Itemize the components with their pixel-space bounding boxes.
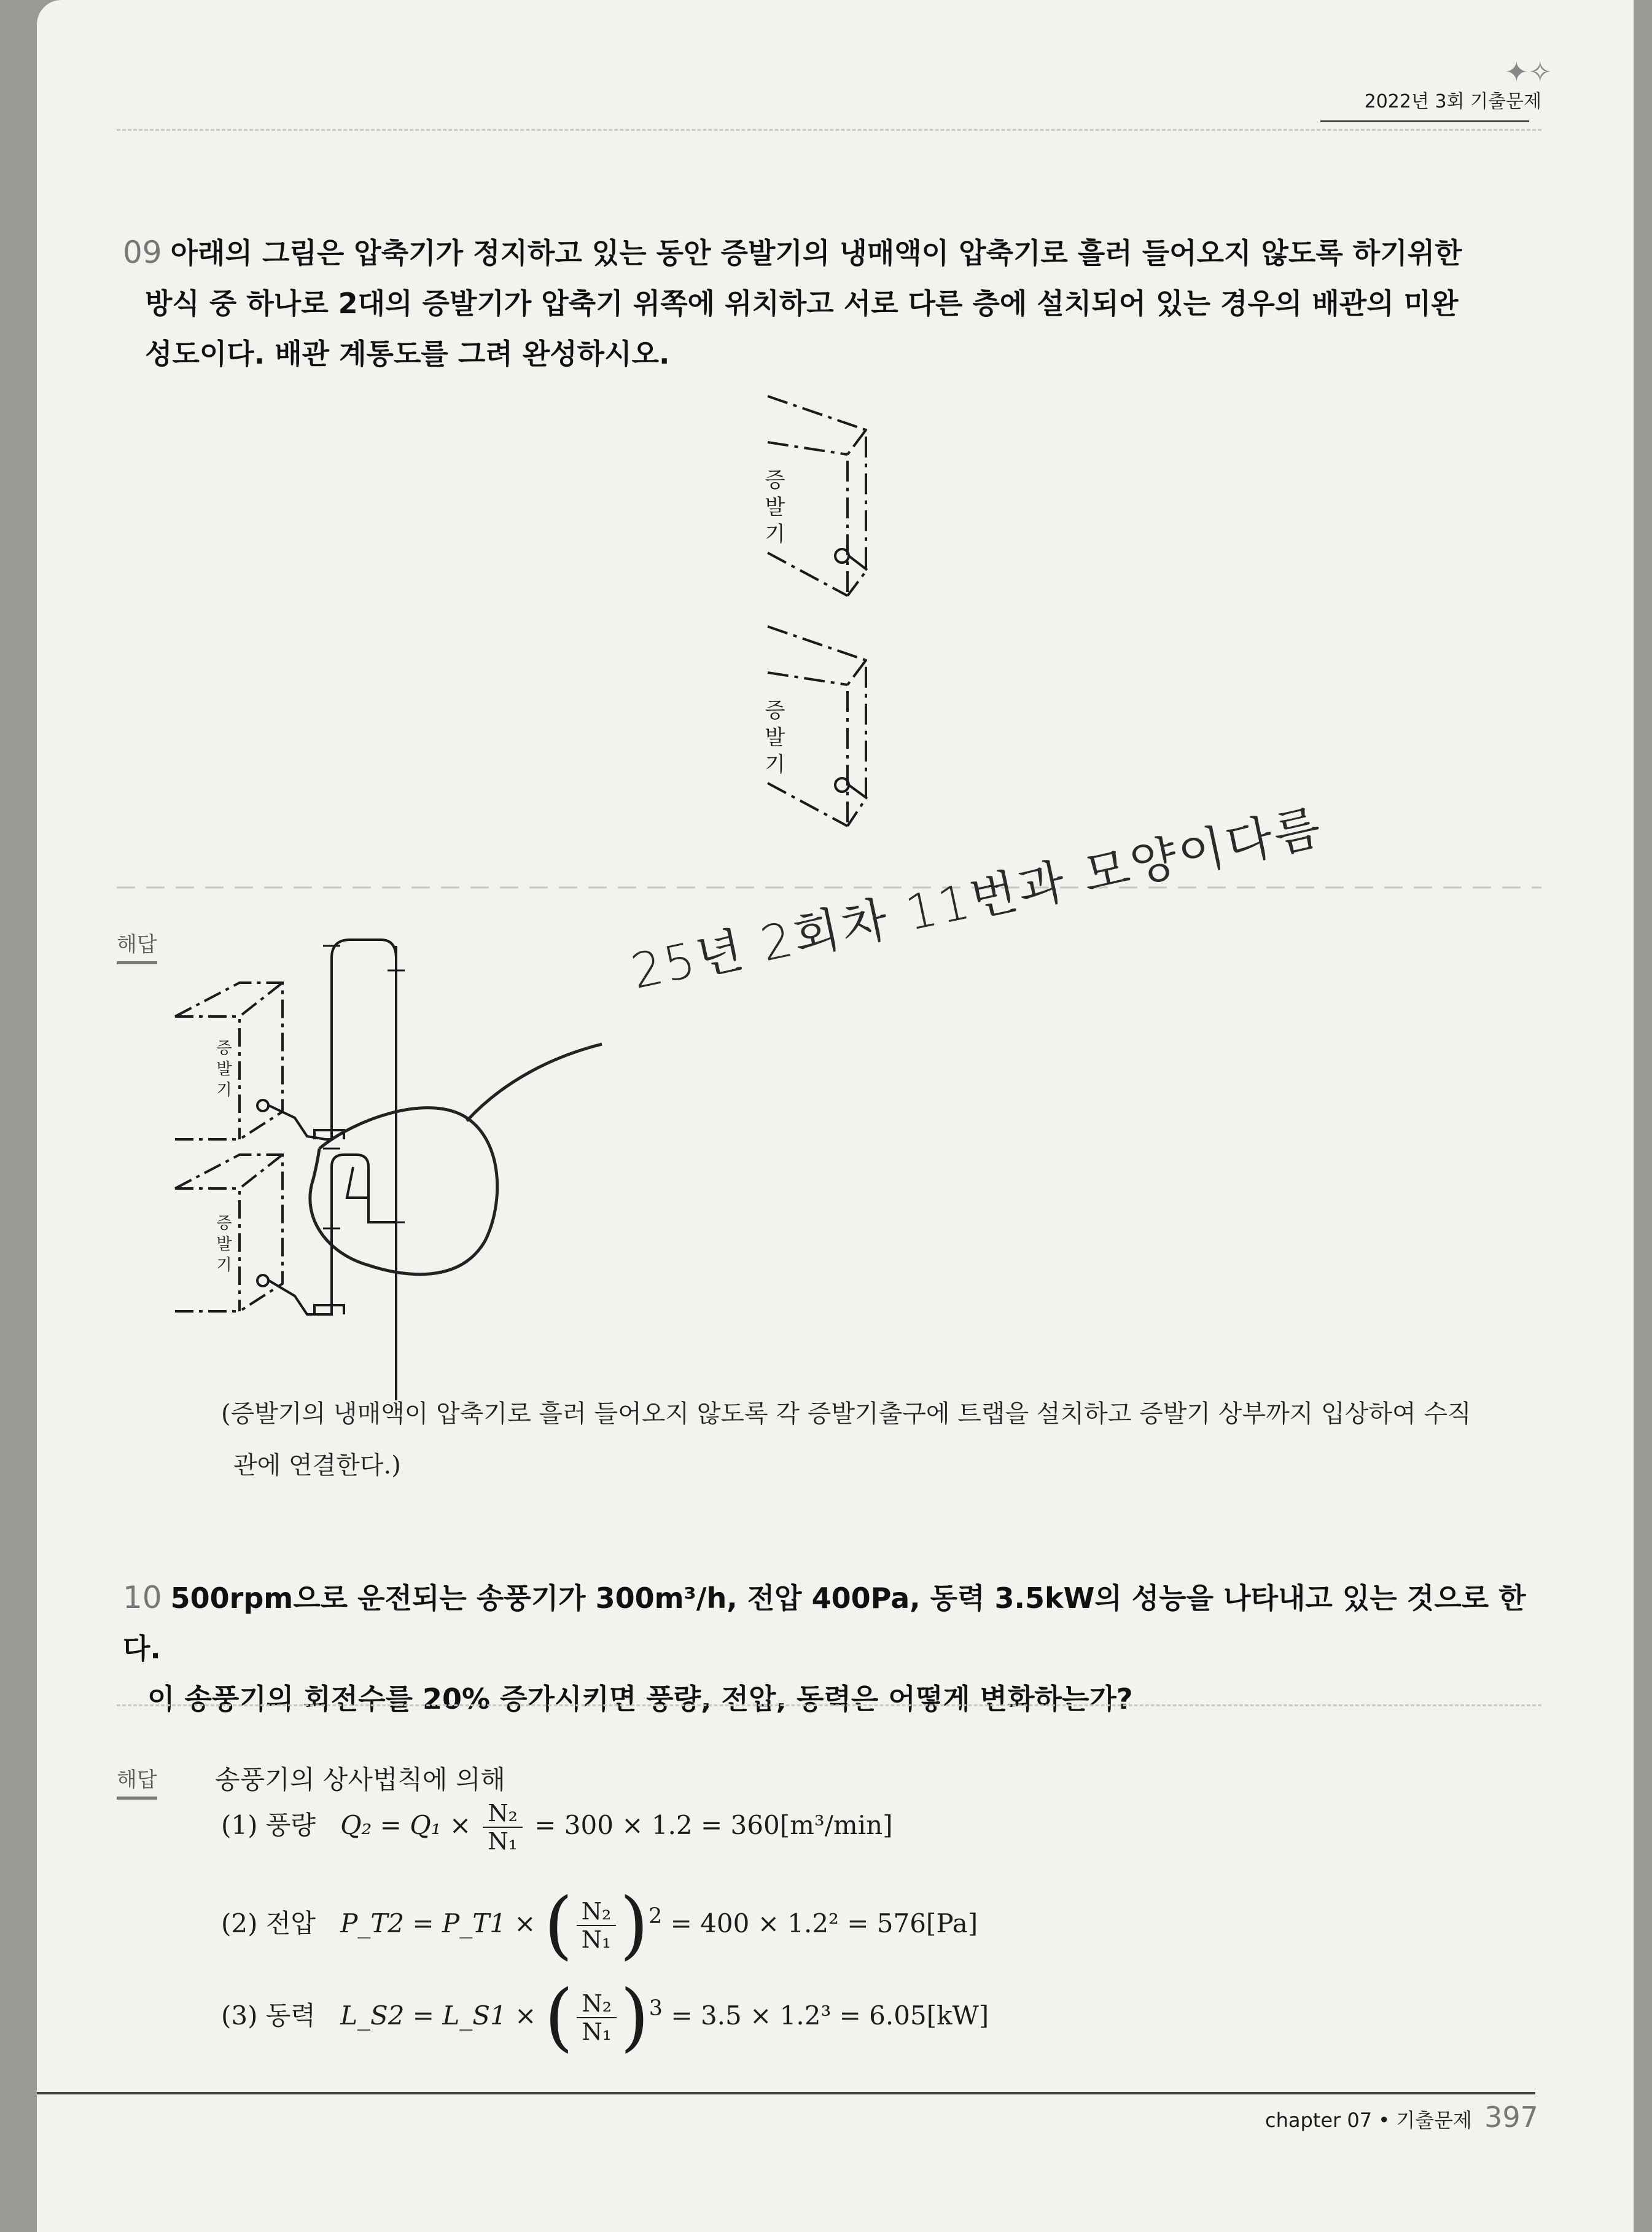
formula-airflow: (1) 풍량 Q₂ = Q₁ × $\frac{\text{N₂}}{\text{N₁}}$ = 300 × 1.2 = 360[m³/min] (221, 1800, 893, 1855)
question-number: 10 (123, 1580, 162, 1615)
answer-10-intro: 송풍기의 상사법칙에 의해 (215, 1765, 505, 1795)
handwritten-note: 25년 2회차 11번과 모양이다름 (626, 799, 1328, 1001)
answer-label: 해답 (117, 927, 157, 964)
evaporator-label-upper-answer: 증 발 기 (216, 1039, 232, 1099)
question-text-line: 아래의 그림은 압축기가 정지하고 있는 동안 증발기의 냉매액이 압축기로 흘러 들어오지 않도록 하기위한 (170, 236, 1462, 270)
question-number: 09 (123, 235, 162, 270)
star-decoration-icon: ✦✧ (1505, 55, 1553, 88)
book-page (37, 0, 1634, 2232)
evaporator-label-lower-answer: 증 발 기 (216, 1214, 232, 1274)
piping-lines (257, 940, 405, 1400)
question-text-line: 성도이다. 배관 계통도를 그려 완성하시오. (145, 337, 670, 370)
page-footer (1265, 2101, 1538, 2134)
question-text-line: 방식 중 하나로 2대의 증발기가 압축기 위쪽에 위치하고 서로 다른 층에 설치되어 있는 경우의 배관의 미완 (145, 287, 1459, 320)
evaporator-label-lower: 증 발 기 (765, 698, 785, 777)
note-line: (증발기의 냉매액이 압축기로 흘러 들어오지 않도록 각 증발기출구에 트랩을 설치하고 증발기 상부까지 입상하여 수직 (221, 1400, 1471, 1428)
chapter-label: chapter 07 • 기출문제 (1265, 2109, 1472, 2132)
hand-drawn-circle (310, 1044, 602, 1274)
outlet-connection-upper (835, 549, 849, 563)
evaporator-label-upper: 증 발 기 (765, 468, 785, 547)
divider (117, 1704, 1541, 1706)
formula-power: (3) 동력 L_S2 = L_S1 × ( $\frac{\text{N₂}}{\text{N₁}}$ )$^3$ = 3.5 × 1.2³ = 6.05[kW] (221, 1975, 989, 2060)
question-text-line: 이 송풍기의 회전수를 20% 증가시키면 풍량, 전압, 동력은 어떻게 변화하는가? (147, 1682, 1133, 1715)
note-line: 관에 연결한다.) (233, 1451, 401, 1480)
answer-label: 해답 (117, 1763, 157, 1800)
answer-09-note (221, 1388, 1548, 1491)
question-text-line: 500rpm으로 운전되는 송풍기가 300m³/h, 전압 400Pa, 동력 3.5kW의 성능을 나타내고 있는 것으로 한다. (123, 1582, 1526, 1665)
formula-pressure: (2) 전압 P_T2 = P_T1 × ( $\frac{\text{N₂}}{\text{N₁}}$ )$^2$ = 400 × 1.2² = 576[Pa] (221, 1883, 978, 1968)
page-number: 397 (1484, 2101, 1538, 2134)
footer-rule (37, 2092, 1535, 2094)
question-10 (123, 1572, 1548, 1724)
page-header: 2022년 3회 기출문제 (1364, 91, 1541, 112)
